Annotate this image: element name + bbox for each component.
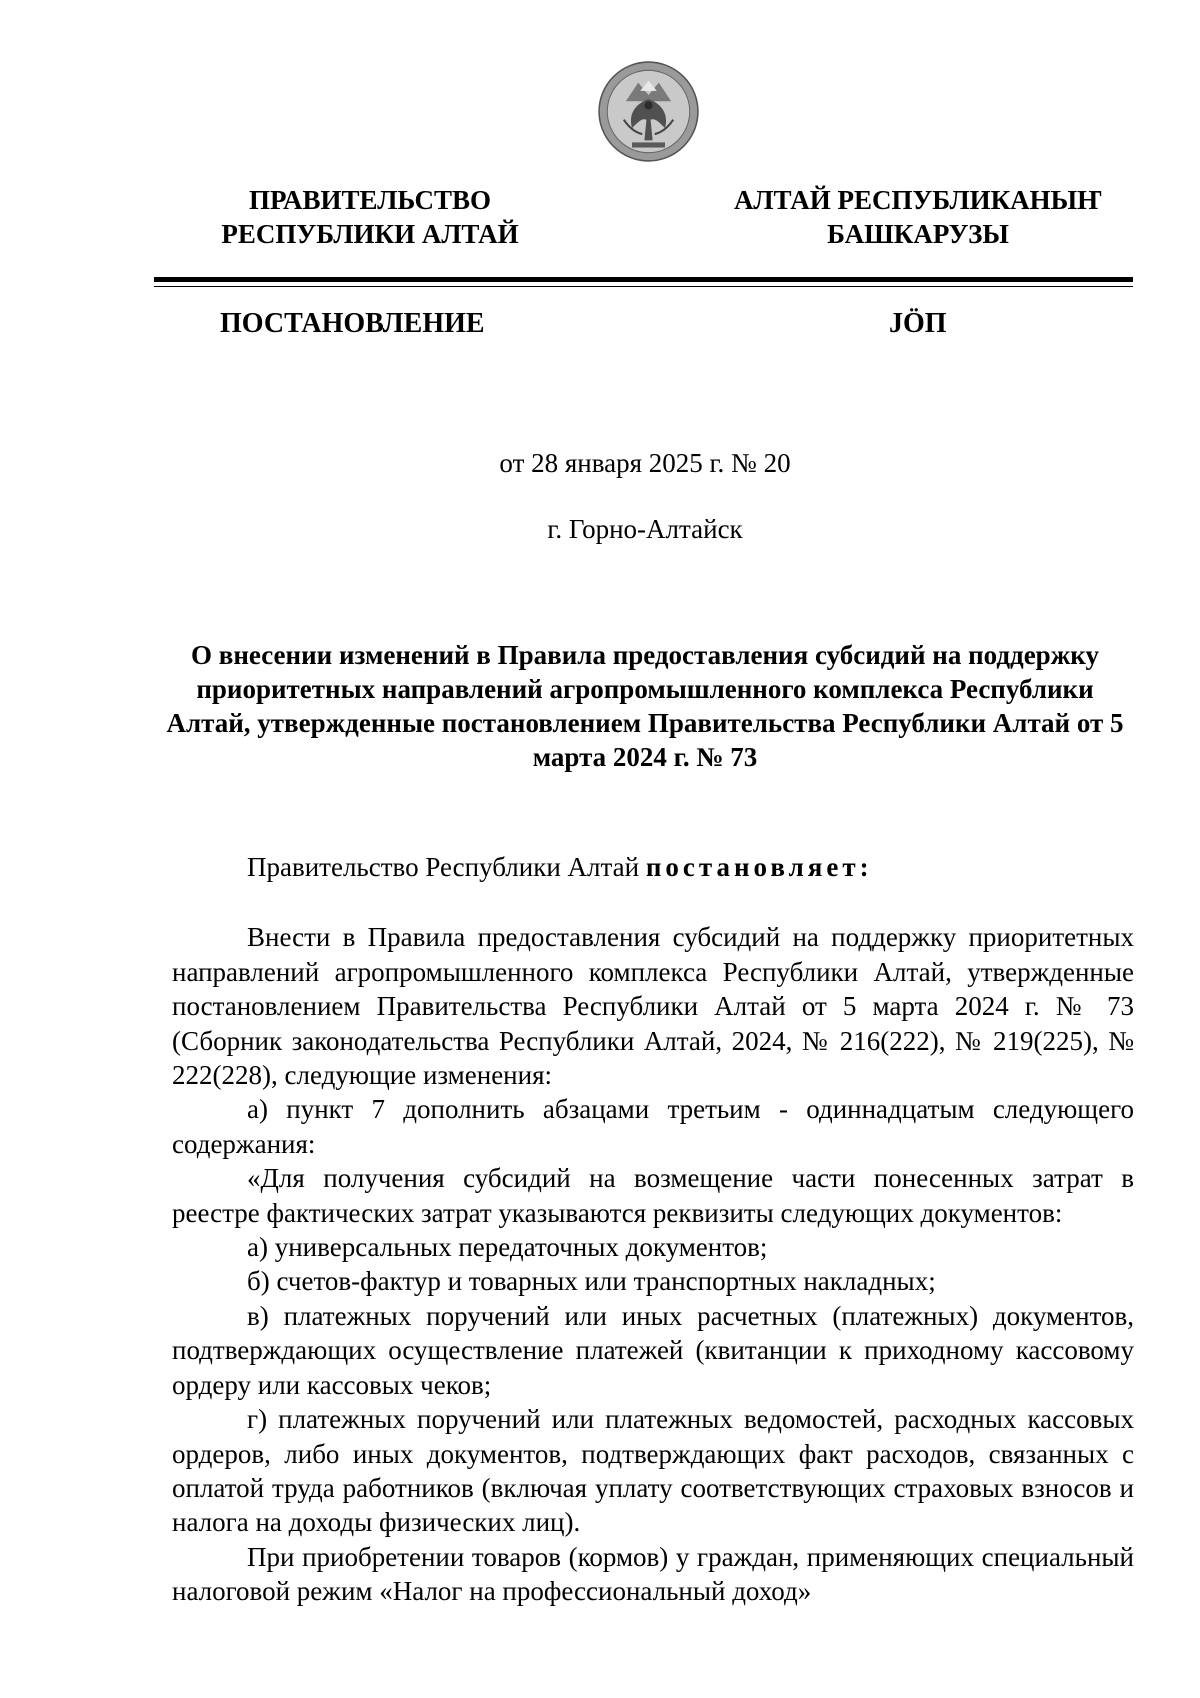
paragraph: а) пункт 7 дополнить абзацами третьим - одиннадцатым следующего содержания: [172,1094,1134,1159]
intro-text: Правительство Республики Алтай [247,852,646,882]
intro-paragraph [172,850,1134,884]
intro-decree-word: постановляет: [645,852,873,882]
doc-type-russian: ПОСТАНОВЛЕНИЕ [220,308,485,339]
header-left-line2: РЕСПУБЛИКИ АЛТАЙ [221,219,519,249]
paragraph: б) счетов-фактур и товарных или транспортных накладных; [247,1266,936,1297]
paragraph: в) платежных поручений или иных расчетных (платежных) документов, подтверждающих осуществление платежей (квитанции к приходному кассовому ордеру или кассовых чеков; [172,1300,1134,1400]
paragraph: г) платежных поручений или платежных ведомостей, расходных кассовых ордеров, либо иных документов, подтверждающих факт расходов, связанных с оплатой труда работников (включая уплату соответствующих страховых взносов и налога на доходы физических лиц). [172,1404,1134,1538]
header-right [712,183,1124,251]
header-divider-thick [154,277,1133,282]
paragraph: При приобретении товаров (кормов) у граждан, применяющих специальный налоговой режим «Налог на профессиональный доход» [172,1541,1134,1607]
header-right-line1: АЛТАЙ РЕСПУБЛИКАНЫҤ [733,185,1103,215]
coat-of-arms-altai-icon [597,60,700,163]
paragraph: Внести в Правила предоставления субсидий на поддержку приоритетных направлений агропромышленного комплекса Республики Алтай, утвержденные постановлением Правительства Республики Алтай от 5 марта 2024 г. № 73 (Сборник законодательства Республики Алтай, 2024, № 216(222), № 219(225), № 222(228), следующие изменения: [172,922,1134,1091]
header-left [200,183,540,251]
header-left-line1: ПРАВИТЕЛЬСТВО [248,185,492,215]
city: г. Горно-Алтайск [547,514,743,544]
document-body [172,850,1134,1609]
doc-type-altai: JÖП [889,308,947,339]
paragraph: «Для получения субсидий на возмещение части понесенных затрат в реестре фактических затрат указываются реквизиты следующих документов: [172,1163,1134,1228]
header-divider-thin [154,286,1133,287]
document-title: О внесении изменений в Правила предоставления субсидий на поддержку приоритетных направлений агропромышленного комплекса Республики Алтай, утвержденные постановлением Правительства Республики Алтай от 5 марта 2024 г. № 73 [166,640,1124,772]
date-number: от 28 января 2025 г. № 20 [499,448,791,478]
header-right-line2: БАШКАРУЗЫ [827,219,1009,249]
paragraph: а) универсальных передаточных документов; [247,1232,768,1263]
